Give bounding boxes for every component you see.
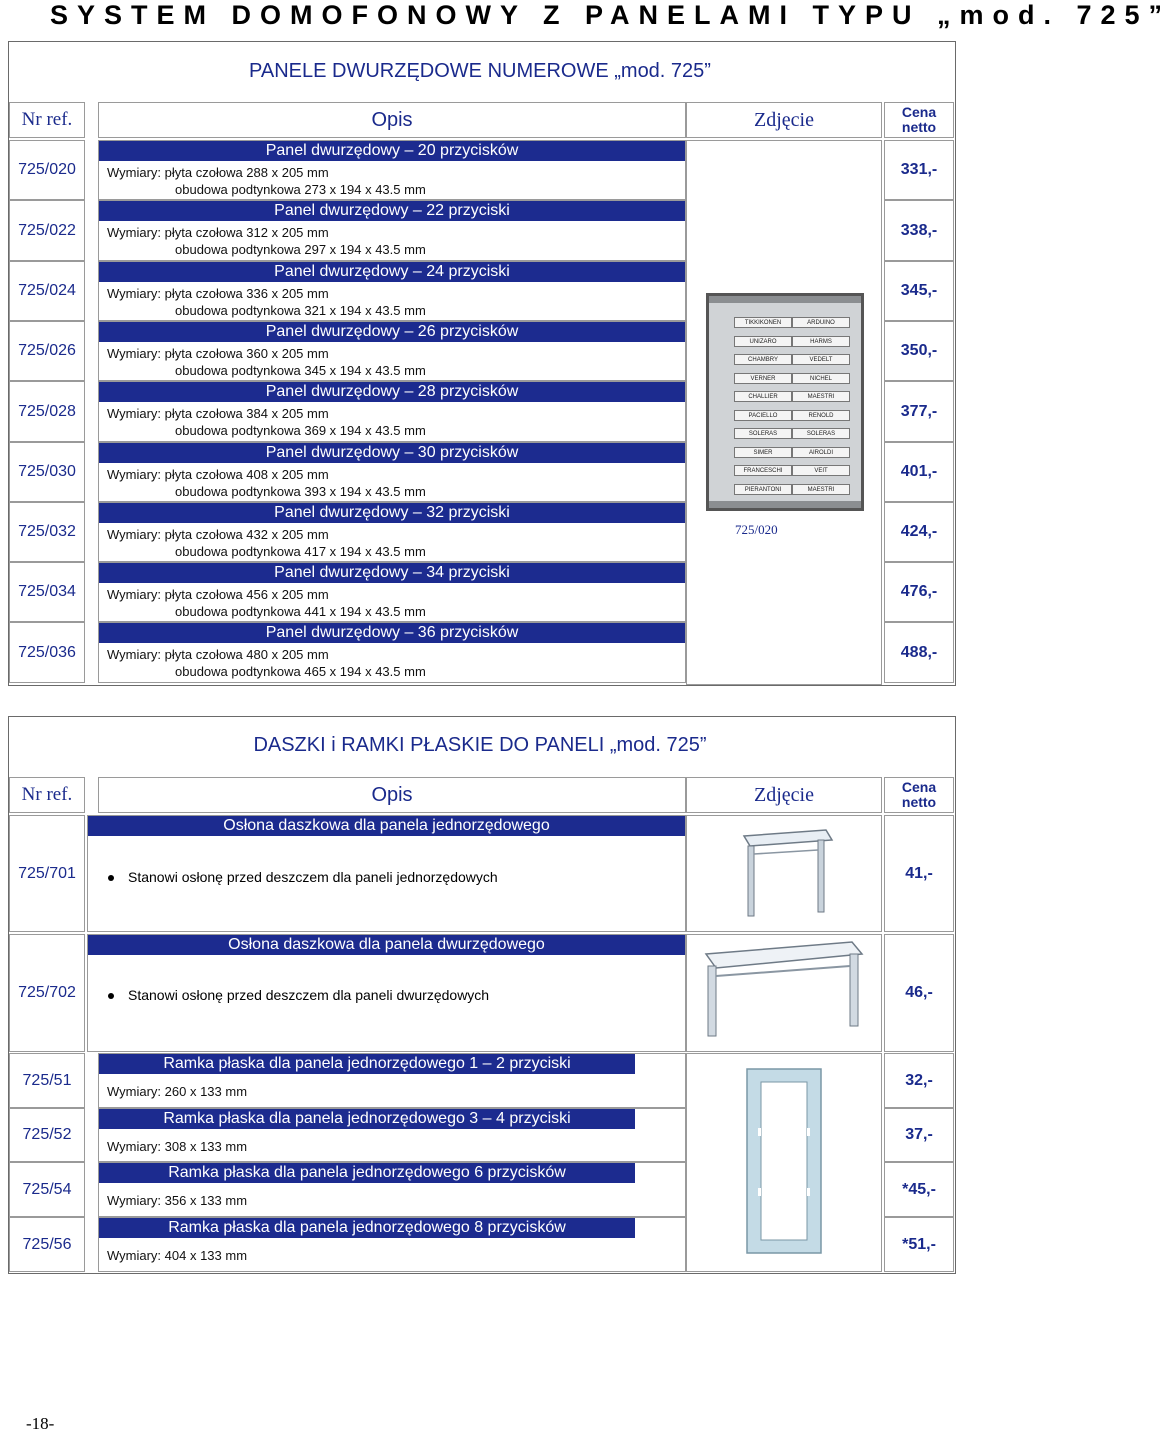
ref-cell: 725/52: [9, 1108, 85, 1162]
dimension-line: Wymiary: płyta czołowa 288 x 205 mm: [107, 165, 329, 180]
housing-line: obudowa podtynkowa 321 x 194 x 43.5 mm: [175, 303, 426, 318]
panel-725-020-photo: [706, 293, 864, 511]
desc-cell: [98, 321, 686, 381]
price-cell: 377,-: [884, 381, 954, 442]
item-title: Panel dwurzędowy – 36 przycisków: [99, 623, 685, 643]
item-title: Ramka płaska dla panela jednorzędowego 8 przycisków: [99, 1218, 635, 1238]
dimension-line: Wymiary: płyta czołowa 336 x 205 mm: [107, 286, 329, 301]
housing-line: obudowa podtynkowa 441 x 194 x 43.5 mm: [175, 604, 426, 619]
panel-name-plate: RENOLD: [792, 410, 850, 421]
item-title: Panel dwurzędowy – 24 przyciski: [99, 262, 685, 282]
desc-cell: [98, 261, 686, 321]
desc-cell: [87, 934, 686, 1052]
panel-name-plate: SIMER: [734, 447, 792, 458]
dimension-line: Wymiary: 404 x 133 mm: [107, 1248, 248, 1263]
housing-line: obudowa podtynkowa 417 x 194 x 43.5 mm: [175, 544, 426, 559]
desc-cell: [98, 1162, 686, 1217]
panel-name-plate: AIROLDI: [792, 447, 850, 458]
panel-name-plate: CHALLIER: [734, 391, 792, 402]
ref-cell: 725/030: [9, 442, 85, 502]
dimension-line: Wymiary: 260 x 133 mm: [107, 1084, 248, 1099]
panel-name-plate: MAESTRI: [792, 391, 850, 402]
desc-cell: [98, 442, 686, 502]
header-opis-2: Opis: [98, 777, 686, 813]
item-title: Panel dwurzędowy – 34 przyciski: [99, 563, 685, 583]
panel-name-plate: PIERANTONI: [734, 484, 792, 495]
item-title: Osłona daszkowa dla panela jednorzędowego: [88, 816, 685, 836]
desc-cell: [98, 381, 686, 442]
housing-line: obudowa podtynkowa 345 x 194 x 43.5 mm: [175, 363, 426, 378]
item-bullet: Stanowi osłonę przed deszczem dla paneli dwurzędowych: [108, 987, 489, 1003]
header-nr-ref: Nr ref.: [9, 102, 85, 138]
desc-cell: [98, 200, 686, 261]
price-cell: 488,-: [884, 622, 954, 683]
ref-cell: 725/028: [9, 381, 85, 442]
housing-line: obudowa podtynkowa 369 x 194 x 43.5 mm: [175, 423, 426, 438]
desc-cell: [98, 1053, 686, 1108]
ref-cell: 725/024: [9, 261, 85, 321]
price-cell: 476,-: [884, 562, 954, 622]
item-title: Panel dwurzędowy – 30 przycisków: [99, 443, 685, 463]
panel-name-plate: SOLERAS: [792, 428, 850, 439]
panel-name-plate: FRANCESCHI: [734, 465, 792, 476]
dimension-line: Wymiary: płyta czołowa 384 x 205 mm: [107, 406, 329, 421]
item-title: Ramka płaska dla panela jednorzędowego 1 – 2 przyciski: [99, 1054, 635, 1074]
desc-cell: [98, 622, 686, 683]
page-number: -18-: [26, 1414, 55, 1433]
section-accessories-title: DASZKI i RAMKI PŁASKIE DO PANELI „mod. 725”: [253, 734, 707, 756]
panel-name-plate: ARDUINO: [792, 317, 850, 328]
header-opis: Opis: [98, 102, 686, 138]
dimension-line: Wymiary: płyta czołowa 312 x 205 mm: [107, 225, 329, 240]
price-cell: 338,-: [884, 200, 954, 261]
price-cell: 345,-: [884, 261, 954, 321]
ref-cell: 725/022: [9, 200, 85, 261]
item-title: Panel dwurzędowy – 20 przycisków: [99, 141, 685, 161]
page-title: SYSTEM DOMOFONOWY Z PANELAMI TYPU „mod. 725”: [50, 0, 1171, 30]
item-title: Osłona daszkowa dla panela dwurzędowego: [88, 935, 685, 955]
ref-cell: 725/56: [9, 1217, 85, 1272]
panel-name-plate: NICHEL: [792, 373, 850, 384]
price-cell: 32,-: [884, 1053, 954, 1108]
header-zdjecie: Zdjęcie: [686, 102, 882, 138]
ref-cell: 725/54: [9, 1162, 85, 1217]
roof-single-photo: [738, 828, 834, 920]
flat-frame-photo: [746, 1068, 822, 1254]
ref-cell: 725/026: [9, 321, 85, 381]
photo-label: 725/020: [735, 522, 778, 537]
panel-name-plate: CHAMBRY: [734, 354, 792, 365]
desc-cell: [98, 502, 686, 562]
panel-name-plate: VEDELT: [792, 354, 850, 365]
item-title: Ramka płaska dla panela jednorzędowego 6 przycisków: [99, 1163, 635, 1183]
item-title: Panel dwurzędowy – 32 przyciski: [99, 503, 685, 523]
header-nr-ref-2: Nr ref.: [9, 777, 85, 813]
price-cell: 46,-: [884, 934, 954, 1052]
dimension-line: Wymiary: 308 x 133 mm: [107, 1139, 248, 1154]
item-title: Panel dwurzędowy – 28 przycisków: [99, 382, 685, 402]
dimension-line: Wymiary: płyta czołowa 408 x 205 mm: [107, 467, 329, 482]
price-cell: 350,-: [884, 321, 954, 381]
housing-line: obudowa podtynkowa 465 x 194 x 43.5 mm: [175, 664, 426, 679]
panel-name-plate: VEIT: [792, 465, 850, 476]
housing-line: obudowa podtynkowa 393 x 194 x 43.5 mm: [175, 484, 426, 499]
housing-line: obudowa podtynkowa 297 x 194 x 43.5 mm: [175, 242, 426, 257]
item-title: Ramka płaska dla panela jednorzędowego 3 – 4 przyciski: [99, 1109, 635, 1129]
dimension-line: Wymiary: płyta czołowa 456 x 205 mm: [107, 587, 329, 602]
price-cell: 41,-: [884, 815, 954, 932]
price-cell: 331,-: [884, 140, 954, 200]
panel-name-plate: TIKKIKONEN: [734, 317, 792, 328]
panel-name-plate: SOLERAS: [734, 428, 792, 439]
price-cell: *45,-: [884, 1162, 954, 1217]
header-zdjecie-2: Zdjęcie: [686, 777, 882, 813]
panel-name-plate: HARMS: [792, 336, 850, 347]
price-cell: *51,-: [884, 1217, 954, 1272]
item-bullet: Stanowi osłonę przed deszczem dla paneli jednorzędowych: [108, 869, 498, 885]
desc-cell: [98, 562, 686, 622]
ref-cell: 725/701: [9, 815, 85, 932]
desc-cell: [87, 815, 686, 932]
ref-cell: 725/034: [9, 562, 85, 622]
panel-name-plate: MAESTRI: [792, 484, 850, 495]
dimension-line: Wymiary: 356 x 133 mm: [107, 1193, 248, 1208]
desc-cell: [98, 1108, 686, 1162]
price-cell: 37,-: [884, 1108, 954, 1162]
section-panels-title: PANELE DWURZĘDOWE NUMEROWE „mod. 725”: [249, 60, 711, 82]
dimension-line: Wymiary: płyta czołowa 360 x 205 mm: [107, 346, 329, 361]
panel-name-plate: VERNER: [734, 373, 792, 384]
panel-name-plate: UNIZARO: [734, 336, 792, 347]
header-cena: Cena netto: [884, 102, 954, 138]
ref-cell: 725/020: [9, 140, 85, 200]
ref-cell: 725/51: [9, 1053, 85, 1108]
panel-name-plate: PACIELLO: [734, 410, 792, 421]
desc-cell: [98, 140, 686, 200]
price-cell: 424,-: [884, 502, 954, 562]
ref-cell: 725/032: [9, 502, 85, 562]
ref-cell: 725/702: [9, 934, 85, 1052]
price-cell: 401,-: [884, 442, 954, 502]
item-title: Panel dwurzędowy – 22 przyciski: [99, 201, 685, 221]
housing-line: obudowa podtynkowa 273 x 194 x 43.5 mm: [175, 182, 426, 197]
ref-cell: 725/036: [9, 622, 85, 683]
dimension-line: Wymiary: płyta czołowa 432 x 205 mm: [107, 527, 329, 542]
item-title: Panel dwurzędowy – 26 przycisków: [99, 322, 685, 342]
dimension-line: Wymiary: płyta czołowa 480 x 205 mm: [107, 647, 329, 662]
desc-cell: [98, 1217, 686, 1272]
roof-double-photo: [702, 940, 864, 1040]
header-cena-2: Cena netto: [884, 777, 954, 813]
